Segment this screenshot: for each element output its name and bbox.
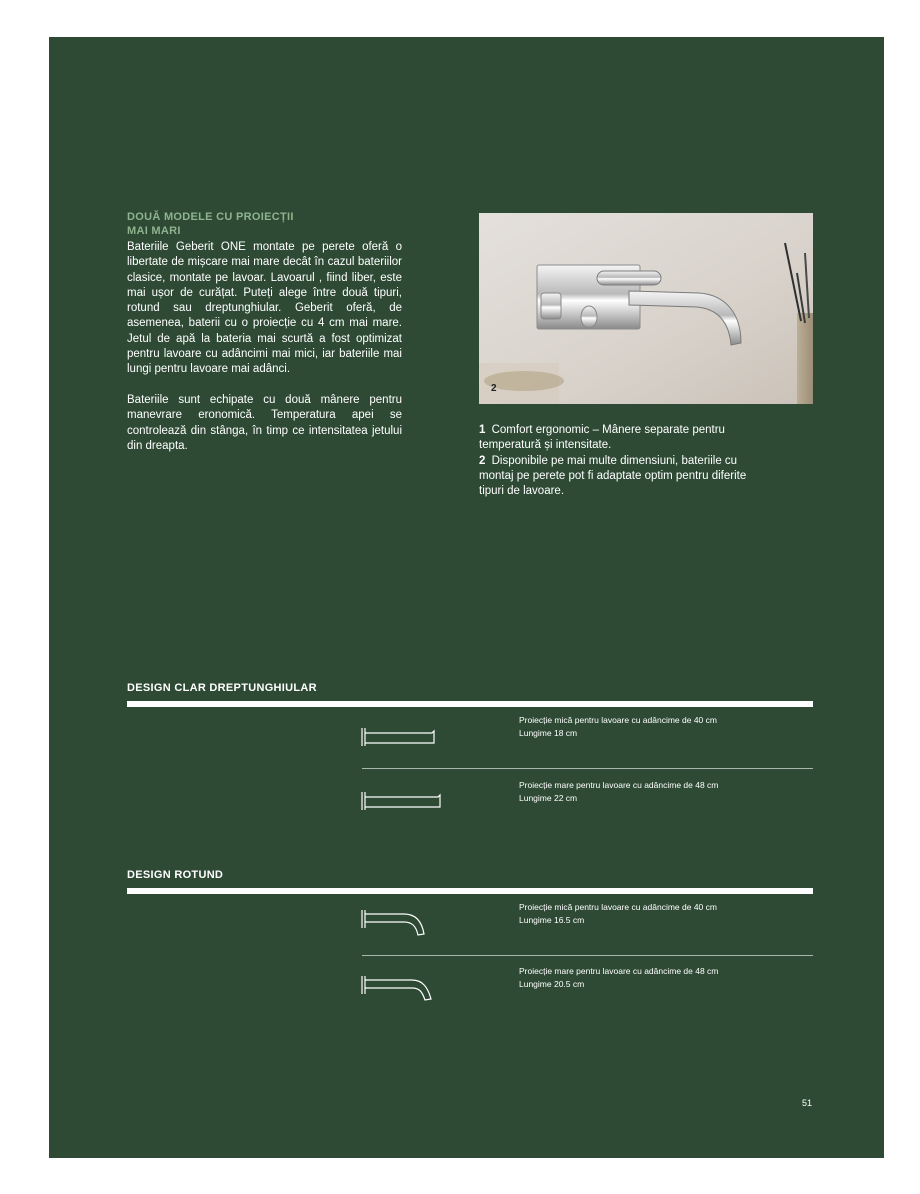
photo-captions [479, 423, 769, 499]
caption-2-text: Disponibile pe mai multe dimensiuni, bateriile cu montaj pe perete pot fi adaptate optim pentru diferite tipuri de lavoare. [479, 454, 747, 498]
page-background [49, 37, 884, 1158]
rectangular-spout-large-drawing [360, 790, 444, 812]
spec-rect-small [519, 714, 717, 740]
spec-round-large-desc: Proiecție mare pentru lavoare cu adâncime de 48 cm [519, 966, 719, 976]
section-title-rectangular: DESIGN CLAR DREPTUNGHIULAR [127, 682, 317, 694]
intro-paragraph-2: Bateriile sunt echipate cu două mânere pentru manevrare eronomică. Temperatura apei se controlează din stânga, în timp ce intensitatea jetului din dreapta. [127, 394, 402, 452]
caption-1 [479, 423, 769, 454]
spec-round-large [519, 965, 718, 991]
item-divider [362, 768, 813, 769]
spec-rect-large-desc: Proiecție mare pentru lavoare cu adâncime de 48 cm [519, 780, 719, 790]
rectangular-spout-small-drawing [360, 726, 440, 748]
round-spout-small-drawing [360, 908, 430, 938]
caption-2-number: 2 [479, 454, 486, 467]
intro-paragraph-1: Bateriile Geberit ONE montate pe perete oferă o libertate de mișcare mai mare decât în cazul bateriilor clasice, montate pe lavoar. Lavoarul , fiind liber, este mai ușor de curățat. Puteți alege între două tipuri, rotund sau dreptunghiular. Geberit oferă, de asemenea, baterii cu o proiecție cu 4 cm mai mare. Jetul de apă la bateria mai scurtă a fost optimizat pentru lavoare cu adâncimi mai mici, iar bateriile mai lungi pentru lavoare mai adânci. [127, 241, 402, 376]
section-divider-rectangular [127, 701, 813, 707]
round-spout-large-drawing [360, 974, 436, 1004]
spec-rect-large [519, 779, 718, 805]
caption-1-text: Comfort ergonomic – Mânere separate pentru temperatură și intensitate. [479, 424, 725, 452]
spec-rect-small-length: Lungime 18 cm [519, 728, 578, 738]
spec-round-large-length: Lungime 20.5 cm [519, 979, 585, 989]
section-divider-round [127, 888, 813, 894]
intro-heading-line2: MAI MARI [127, 225, 181, 237]
spec-rect-large-length: Lungime 22 cm [519, 793, 578, 803]
faucet-photo [479, 213, 813, 404]
intro-heading [127, 210, 387, 238]
spec-rect-small-desc: Proiecție mică pentru lavoare cu adâncime de 40 cm [519, 715, 717, 725]
item-divider [362, 955, 813, 956]
spec-round-small-desc: Proiecție mică pentru lavoare cu adâncime de 40 cm [519, 902, 717, 912]
faucet-illustration [479, 213, 813, 404]
caption-1-number: 1 [479, 424, 486, 436]
caption-2 [479, 454, 769, 500]
spec-round-small [519, 901, 717, 927]
photo-number: 2 [491, 383, 497, 394]
spec-round-small-length: Lungime 16.5 cm [519, 915, 585, 925]
page-number: 51 [802, 1098, 813, 1108]
section-title-round: DESIGN ROTUND [127, 869, 224, 881]
intro-heading-line1: DOUĂ MODELE CU PROIECȚII [127, 211, 294, 223]
